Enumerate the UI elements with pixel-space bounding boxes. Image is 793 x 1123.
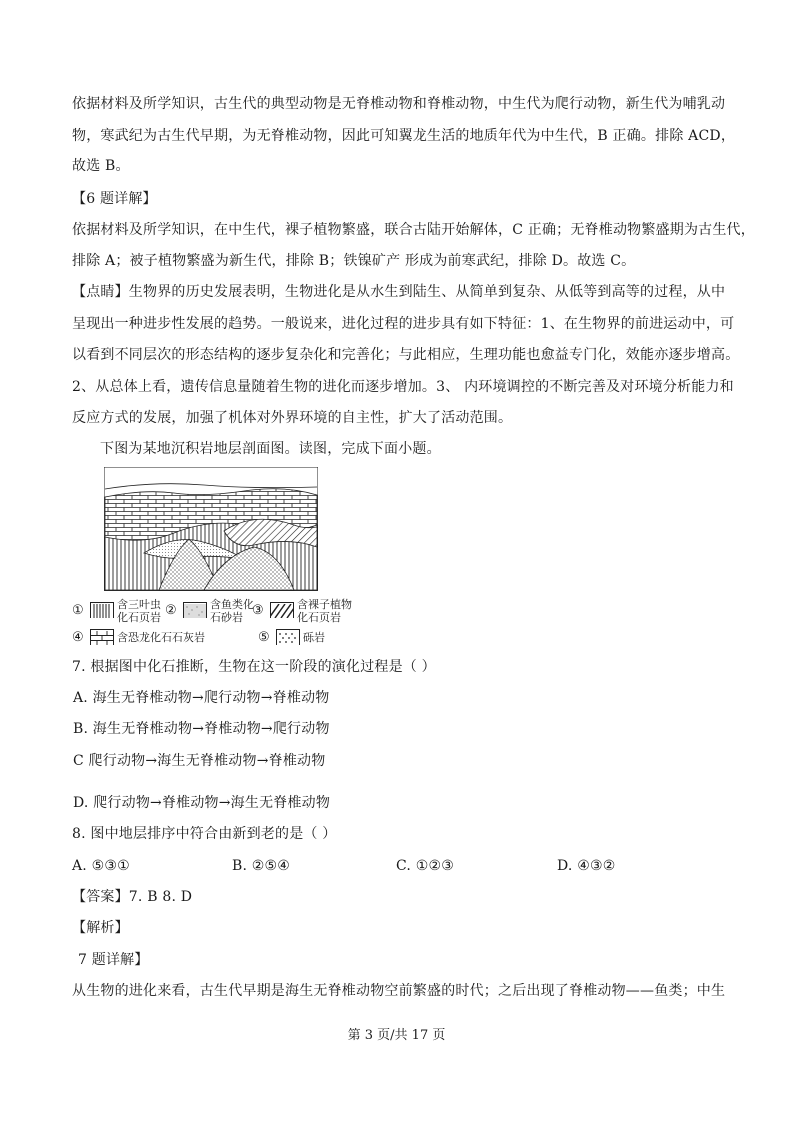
legend-text-4: 含恐龙化石石灰岩 xyxy=(117,631,205,644)
text-line-6: 排除 A；被子植物繁盛为新生代，排除 B；铁镍矿产 形成为前寒武纪，排除 D。故选 C。 xyxy=(72,253,636,269)
legend-num-4: ④ xyxy=(72,630,84,645)
legend-swatch-diagonal-hatch xyxy=(270,602,294,618)
question-8-option-b: B. ②⑤④ xyxy=(232,858,291,874)
page-footer: 第 3 页/共 17 页 xyxy=(347,1028,446,1043)
figure-intro: 下图为某地沉积岩地层剖面图。读图，完成下面小题。 xyxy=(100,441,441,457)
question-7-option-a: A. 海生无脊椎动物→爬行动物→脊椎动物 xyxy=(73,690,330,706)
text-line-11: 反应方式的发展，加强了机体对外界环境的自主性，扩大了活动范围。 xyxy=(72,410,513,426)
question-8-options xyxy=(72,856,772,876)
detail-7-heading: 7 题详解】 xyxy=(78,952,149,968)
legend-text-1: 含三叶虫 化石页岩 xyxy=(117,598,161,624)
question-8-option-a: A. ⑤③① xyxy=(72,858,130,874)
text-line-10: 2、从总体上看，遗传信息量随着生物的进化而逐步增加。3、 内环境调控的不断完善及对环境分析能力和 xyxy=(72,379,734,395)
question-8-option-c: C. ①②③ xyxy=(396,858,454,874)
text-line-8: 呈现出一种进步性发展的趋势。一般说来，进化过程的进步具有如下特征：1、在生物界的前进运动中，可 xyxy=(72,316,735,332)
legend-text-3: 含裸子植物 化石页岩 xyxy=(297,598,352,624)
question-8-option-d: D. ④③② xyxy=(557,858,616,874)
question-7-option-b: B. 海生无脊椎动物→脊椎动物→爬行动物 xyxy=(73,721,330,737)
question-7-option-d: D. 爬行动物→脊椎动物→海生无脊椎动物 xyxy=(73,795,331,811)
legend-swatch-brick xyxy=(90,629,114,645)
legend-swatch-fine-dots xyxy=(183,602,207,618)
text-line-2: 物，寒武纪为古生代早期，为无脊椎动物，因此可知翼龙生活的地质年代为中生代，B 正确。排除 ACD， xyxy=(72,128,736,144)
text-last-line: 从生物的进化来看，古生代早期是海生无脊椎动物空前繁盛的时代；之后出现了脊椎动物——鱼类；中生 xyxy=(72,983,726,999)
section-heading-6: 【6 题详解】 xyxy=(72,191,157,207)
text-line-3: 故选 B。 xyxy=(72,158,130,174)
strata-cross-section xyxy=(104,467,318,591)
legend-num-5: ⑤ xyxy=(258,630,270,645)
text-line-1: 依据材料及所学知识，古生代的典型动物是无脊椎动物和脊椎动物，中生代为爬行动物，新生代为哺乳动 xyxy=(72,96,726,112)
legend-num-1: ① xyxy=(72,603,84,618)
legend-text-5: 砾岩 xyxy=(303,631,325,644)
question-7-option-c: C 爬行动物→海生无脊椎动物→脊椎动物 xyxy=(73,753,326,769)
text-line-5: 依据材料及所学知识，在中生代，裸子植物繁盛，联合古陆开始解体，C 正确；无脊椎动物繁盛期为古生代， xyxy=(72,222,755,238)
legend-swatch-coarse-dots xyxy=(276,629,300,645)
question-7-stem: 7. 根据图中化石推断，生物在这一阶段的演化过程是（ ） xyxy=(72,659,436,675)
text-line-9: 以看到不同层次的形态结构的逐步复杂化和完善化；与此相应，生理功能也愈益专门化，效能亦逐步增高。 xyxy=(72,347,740,363)
analysis-heading: 【解析】 xyxy=(72,920,129,936)
question-8-stem: 8. 图中地层排序中符合由新到老的是（ ） xyxy=(72,826,337,842)
legend-num-2: ② xyxy=(165,603,177,618)
legend-text-2: 含鱼类化 石砂岩 xyxy=(210,598,254,624)
legend-num-3: ③ xyxy=(252,603,264,618)
answer-line: 【答案】7. B 8. D xyxy=(72,889,193,905)
text-line-7: 【点睛】生物界的历史发展表明，生物进化是从水生到陆生、从简单到复杂、从低等到高等的过程，从中 xyxy=(72,284,726,300)
legend-swatch-vertical-lines xyxy=(90,602,114,618)
